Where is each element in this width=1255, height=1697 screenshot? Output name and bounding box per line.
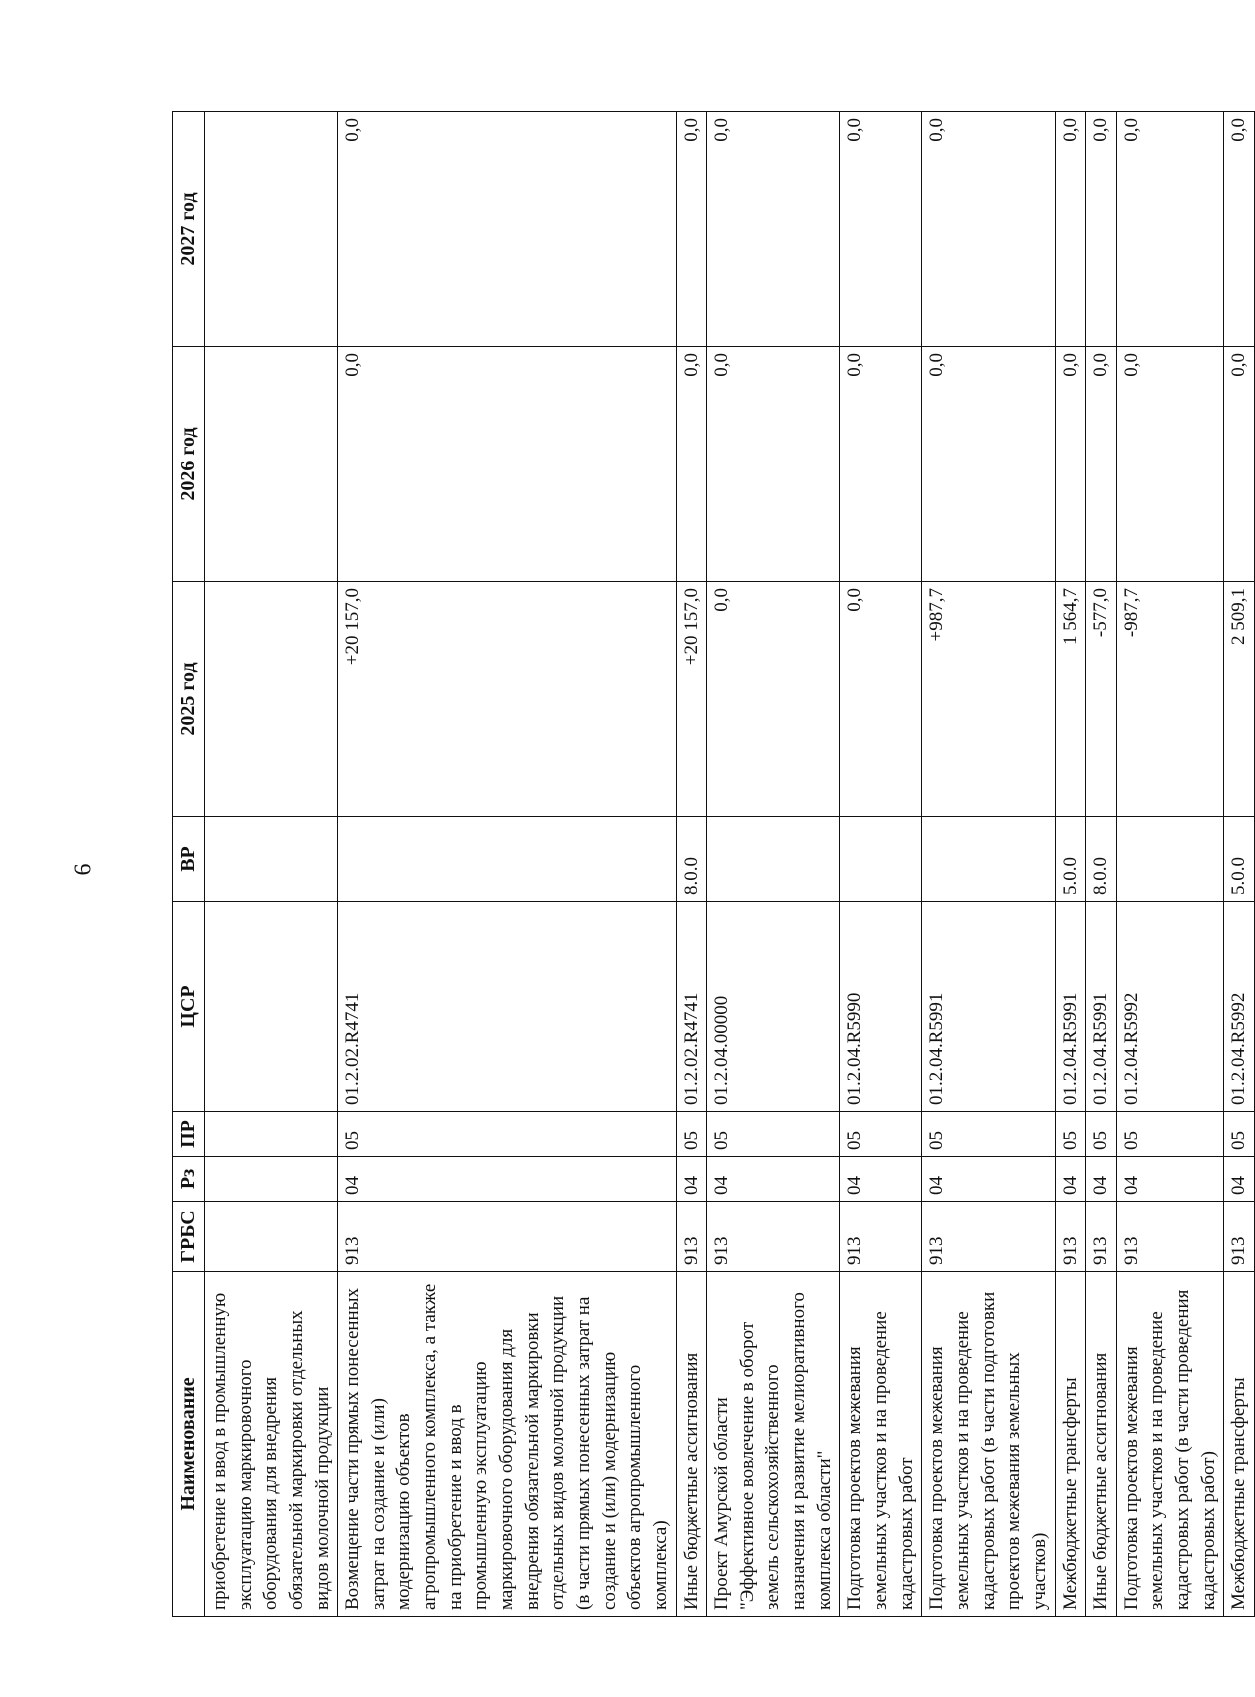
header-name: Наименование [173, 1272, 205, 1617]
cell-csr: 01.2.04.R5991 [922, 902, 1055, 1112]
cell-rz: 04 [922, 1157, 1055, 1202]
cell-csr: 01.2.04.R5991 [1086, 902, 1117, 1112]
cell-csr: 01.2.04.R5992 [1224, 902, 1255, 1112]
header-csr: ЦСР [173, 902, 205, 1112]
cell-vr [338, 817, 676, 902]
header-2025: 2025 год [173, 582, 205, 817]
table-header-row [173, 112, 205, 1617]
cell-2025: +987,7 [922, 582, 1055, 817]
cell-2026: 0,0 [1055, 347, 1086, 582]
cell-2025: -577,0 [1086, 582, 1117, 817]
header-vr: ВР [173, 817, 205, 902]
cell-grbs: 913 [840, 1202, 922, 1272]
header-rz: Рз [173, 1157, 205, 1202]
header-2027: 2027 год [173, 112, 205, 347]
cell-name: Иные бюджетные ассигнования [676, 1272, 707, 1617]
cell-pr: 05 [840, 1112, 922, 1157]
cell-vr [205, 817, 338, 902]
cell-grbs: 913 [1224, 1202, 1255, 1272]
table-row [707, 112, 840, 1617]
cell-pr: 05 [1224, 1112, 1255, 1157]
cell-pr: 05 [338, 1112, 676, 1157]
rotated-table-container [172, 112, 1250, 1617]
cell-pr: 05 [1086, 1112, 1117, 1157]
cell-rz: 04 [840, 1157, 922, 1202]
cell-2025: -987,7 [1116, 582, 1224, 817]
cell-name: Проект Амурской области "Эффективное вовлечение в оборот земель сельскохозяйственного назначения и развитие мелиоративного комплекса области" [707, 1272, 840, 1617]
cell-2027: 0,0 [1224, 112, 1255, 347]
table-row [1055, 112, 1086, 1617]
cell-2027: 0,0 [1055, 112, 1086, 347]
table-row [922, 112, 1055, 1617]
cell-vr [922, 817, 1055, 902]
cell-2026: 0,0 [707, 347, 840, 582]
cell-grbs: 913 [707, 1202, 840, 1272]
cell-2027: 0,0 [707, 112, 840, 347]
table-row [205, 112, 338, 1617]
header-2026: 2026 год [173, 347, 205, 582]
cell-rz: 04 [1116, 1157, 1224, 1202]
table-row [676, 112, 707, 1617]
table-row [338, 112, 676, 1617]
page-number: 6 [70, 863, 97, 876]
cell-2026: 0,0 [1086, 347, 1117, 582]
cell-name: приобретение и ввод в промышленную эксплуатацию маркировочного оборудования для внедрения обязательной маркировки отдельных видов молочной продукции [205, 1272, 338, 1617]
cell-csr: 01.2.04.R5991 [1055, 902, 1086, 1112]
header-pr: ПР [173, 1112, 205, 1157]
cell-grbs: 913 [676, 1202, 707, 1272]
cell-pr: 05 [1116, 1112, 1224, 1157]
cell-vr [840, 817, 922, 902]
cell-rz: 04 [1055, 1157, 1086, 1202]
cell-2025: 2 509,1 [1224, 582, 1255, 817]
cell-grbs: 913 [1086, 1202, 1117, 1272]
cell-2025: 0,0 [707, 582, 840, 817]
cell-2027: 0,0 [1116, 112, 1224, 347]
header-grbs: ГРБС [173, 1202, 205, 1272]
cell-grbs: 913 [338, 1202, 676, 1272]
cell-grbs [205, 1202, 338, 1272]
cell-2026: 0,0 [1116, 347, 1224, 582]
cell-2027 [205, 112, 338, 347]
cell-2025: +20 157,0 [338, 582, 676, 817]
cell-2026: 0,0 [840, 347, 922, 582]
table-row [1116, 112, 1224, 1617]
cell-vr: 8.0.0 [676, 817, 707, 902]
cell-rz: 04 [1224, 1157, 1255, 1202]
cell-csr: 01.2.04.R5992 [1116, 902, 1224, 1112]
cell-csr: 01.2.02.R4741 [338, 902, 676, 1112]
cell-2027: 0,0 [676, 112, 707, 347]
cell-2027: 0,0 [922, 112, 1055, 347]
cell-name: Подготовка проектов межевания земельных участков и на проведение кадастровых работ (в части подготовки проектов межевания земельных участков) [922, 1272, 1055, 1617]
cell-name: Подготовка проектов межевания земельных участков и на проведение кадастровых работ [840, 1272, 922, 1617]
cell-name: Подготовка проектов межевания земельных участков и на проведение кадастровых работ (в части проведения кадастровых работ) [1116, 1272, 1224, 1617]
cell-grbs: 913 [1116, 1202, 1224, 1272]
cell-name: Иные бюджетные ассигнования [1086, 1272, 1117, 1617]
cell-csr: 01.2.02.R4741 [676, 902, 707, 1112]
cell-name: Возмещение части прямых понесенных затрат на создание и (или) модернизацию объектов агропромышленного комплекса, а также на приобретение и ввод в промышленную эксплуатацию маркировочного оборудования для внедрения обязательной маркировки отдельных видов молочной продукции (в части прямых понесенных затрат на создание и (или) модернизацию объектов агропромышленного комплекса) [338, 1272, 676, 1617]
cell-grbs: 913 [1055, 1202, 1086, 1272]
table-row [1086, 112, 1117, 1617]
cell-2026: 0,0 [676, 347, 707, 582]
table-row [840, 112, 922, 1617]
cell-vr: 5.0.0 [1224, 817, 1255, 902]
cell-csr [205, 902, 338, 1112]
cell-rz [205, 1157, 338, 1202]
budget-table [172, 111, 1255, 1617]
cell-2025: 0,0 [840, 582, 922, 817]
cell-vr: 8.0.0 [1086, 817, 1117, 902]
cell-pr: 05 [922, 1112, 1055, 1157]
cell-pr: 05 [676, 1112, 707, 1157]
cell-pr [205, 1112, 338, 1157]
cell-2026: 0,0 [922, 347, 1055, 582]
cell-vr: 5.0.0 [1055, 817, 1086, 902]
cell-csr: 01.2.04.00000 [707, 902, 840, 1112]
cell-2025: 1 564,7 [1055, 582, 1086, 817]
cell-name: Межбюджетные трансферты [1055, 1272, 1086, 1617]
cell-rz: 04 [338, 1157, 676, 1202]
cell-rz: 04 [1086, 1157, 1117, 1202]
cell-grbs: 913 [922, 1202, 1055, 1272]
cell-2027: 0,0 [1086, 112, 1117, 347]
cell-2025: +20 157,0 [676, 582, 707, 817]
cell-pr: 05 [707, 1112, 840, 1157]
cell-2027: 0,0 [338, 112, 676, 347]
cell-name: Межбюджетные трансферты [1224, 1272, 1255, 1617]
cell-csr: 01.2.04.R5990 [840, 902, 922, 1112]
cell-vr [707, 817, 840, 902]
cell-2027: 0,0 [840, 112, 922, 347]
cell-2026: 0,0 [1224, 347, 1255, 582]
cell-vr [1116, 817, 1224, 902]
table-row [1224, 112, 1255, 1617]
cell-2025 [205, 582, 338, 817]
cell-rz: 04 [707, 1157, 840, 1202]
cell-2026 [205, 347, 338, 582]
cell-pr: 05 [1055, 1112, 1086, 1157]
cell-rz: 04 [676, 1157, 707, 1202]
cell-2026: 0,0 [338, 347, 676, 582]
